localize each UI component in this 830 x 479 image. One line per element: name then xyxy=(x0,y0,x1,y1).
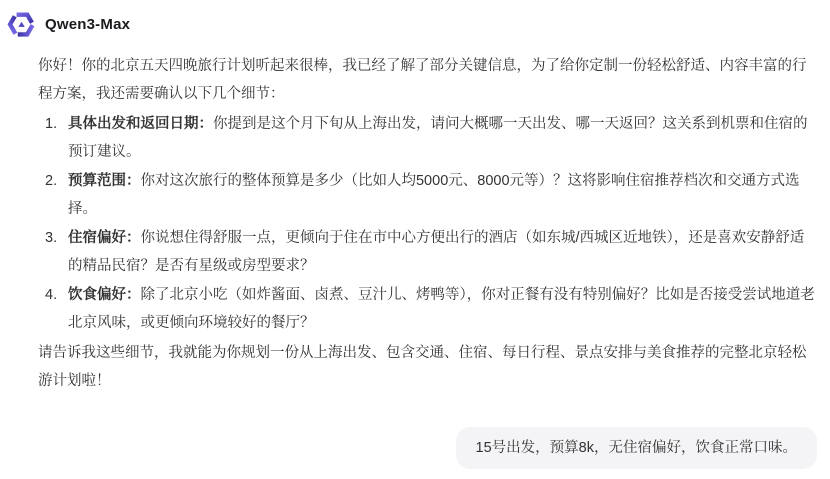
assistant-intro-paragraph: 你好！你的北京五天四晚旅行计划听起来很棒，我已经了解了部分关键信息，为了给你定制一份轻松舒适、内容丰富的行程方案，我还需要确认以下几个细节： xyxy=(38,58,807,102)
model-name: Qwen3-Max xyxy=(45,15,131,33)
list-item xyxy=(38,167,818,223)
list-item xyxy=(38,224,818,280)
list-item xyxy=(38,110,818,166)
list-item-text xyxy=(68,281,818,337)
list-item-label: 饮食偏好： xyxy=(68,287,141,303)
assistant-header xyxy=(0,0,830,40)
list-item-label: 预算范围： xyxy=(68,173,141,189)
list-item xyxy=(38,281,818,337)
list-item-number: 2. xyxy=(45,173,58,189)
list-item-text xyxy=(68,224,818,280)
list-item-text xyxy=(68,167,818,223)
list-item-label: 住宿偏好： xyxy=(68,230,141,246)
list-item-number: 3. xyxy=(45,230,58,246)
list-item-detail: 除了北京小吃（如炸酱面、卤煮、豆汁儿、烤鸭等），你对正餐有没有特别偏好？比如是否接受尝试地道老北京风味，或更倾向环境较好的餐厅？ xyxy=(68,287,815,331)
list-item-detail: 你说想住得舒服一点，更倾向于住在市中心方便出行的酒店（如东城/西城区近地铁），还是喜欢安静舒适的精品民宿？是否有星级或房型要求？ xyxy=(68,230,805,274)
question-list xyxy=(38,110,818,337)
list-item-detail: 你对这次旅行的整体预算是多少（比如人均5000元、8000元等）？这将影响住宿推荐档次和交通方式选择。 xyxy=(68,173,800,217)
assistant-message xyxy=(0,40,830,395)
assistant-outro-paragraph: 请告诉我这些细节，我就能为你规划一份从上海出发、包含交通、住宿、每日行程、景点安排与美食推荐的完整北京轻松游计划啦！ xyxy=(38,345,807,389)
user-message-row xyxy=(456,427,817,469)
list-item-number: 1. xyxy=(45,116,58,132)
qwen-logo-icon xyxy=(7,10,36,39)
list-item-detail: 你提到是这个月下旬从上海出发，请问大概哪一天出发、哪一天返回？这关系到机票和住宿的预订建议。 xyxy=(68,116,808,160)
list-item-text xyxy=(68,110,818,166)
user-message-bubble: 15号出发，预算8k，无住宿偏好，饮食正常口味。 xyxy=(456,427,817,469)
list-item-label: 具体出发和返回日期： xyxy=(68,116,213,132)
list-item-number: 4. xyxy=(45,287,58,303)
